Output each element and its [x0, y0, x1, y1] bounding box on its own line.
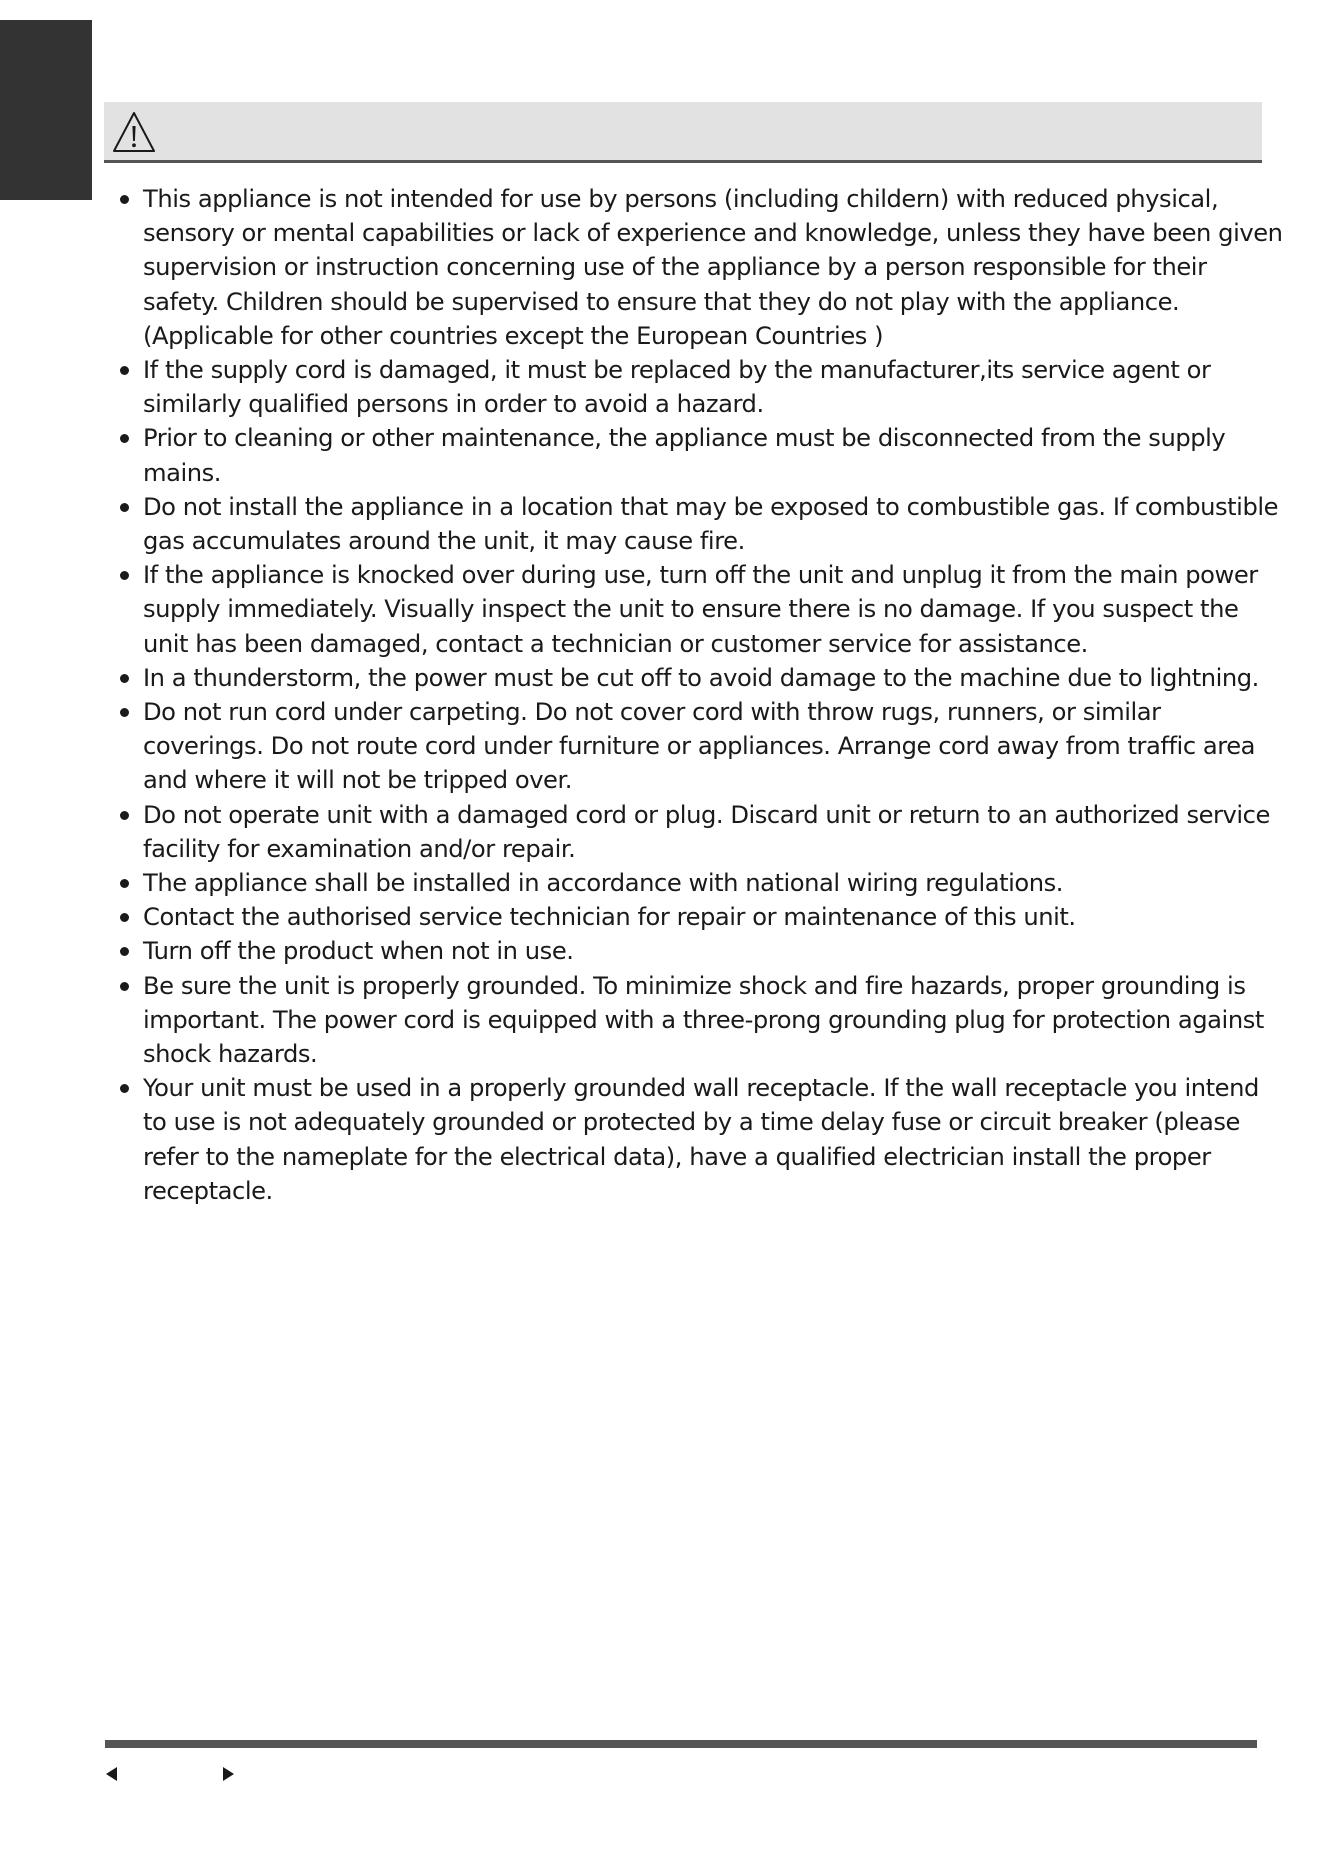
list-item	[118, 1071, 1288, 1208]
bullet-icon	[120, 708, 129, 717]
list-item-text: In a thunderstorm, the power must be cut off to avoid damage to the machine due to lightning.	[143, 663, 1259, 692]
bullet-icon	[120, 195, 129, 204]
bullet-icon	[120, 879, 129, 888]
list-item	[118, 798, 1288, 866]
list-item	[118, 353, 1288, 421]
list-item-text: Contact the authorised service technician for repair or maintenance of this unit.	[143, 903, 1076, 932]
warning-header-bar	[104, 102, 1262, 163]
bullet-icon	[120, 811, 129, 820]
prev-page-icon[interactable]	[101, 1762, 125, 1786]
list-item	[118, 866, 1288, 900]
bullet-icon	[120, 913, 129, 922]
list-item-text: Be sure the unit is properly grounded. To minimize shock and fire hazards, proper grounding is important. The power cord is equipped with a three-prong grounding plug for protection against shock hazards.	[143, 971, 1264, 1069]
list-item-text: This appliance is not intended for use by persons (including childern) with reduced physical, sensory or mental capabilities or lack of experience and knowledge, unless they have been given supervision or instruction concerning use of the appliance by a person responsible for their safety. Children should be supervised to ensure that they do not play with the appliance. (Applicable for other countries except the European Countries )	[143, 185, 1283, 350]
list-item-text: Do not run cord under carpeting. Do not cover cord with throw rugs, runners, or similar coverings. Do not route cord under furniture or appliances. Arrange cord away from traffic area and where it will not be tripped over.	[143, 698, 1256, 795]
safety-instructions-list	[118, 182, 1288, 1208]
list-item	[118, 661, 1288, 695]
list-item-text: Prior to cleaning or other maintenance, the appliance must be disconnected from the supply mains.	[143, 424, 1226, 487]
bullet-icon	[120, 434, 129, 443]
list-item-text: Turn off the product when not in use.	[143, 937, 574, 966]
list-item-text: The appliance shall be installed in accordance with national wiring regulations.	[143, 869, 1064, 898]
list-item	[118, 900, 1288, 934]
next-page-icon[interactable]	[216, 1762, 240, 1786]
list-item-text: Your unit must be used in a properly grounded wall receptacle. If the wall receptacle you intend to use is not adequately grounded or protected by a time delay fuse or circuit breaker (please refer to the nameplate for the electrical data), have a qualified electrician install the proper receptacle.	[143, 1074, 1259, 1205]
list-item	[118, 490, 1288, 558]
list-item-text: If the supply cord is damaged, it must be replaced by the manufacturer,its service agent or similarly qualified persons in order to avoid a hazard.	[143, 356, 1211, 419]
list-item	[118, 182, 1288, 353]
footer-rule	[105, 1740, 1257, 1748]
list-item-text: Do not install the appliance in a location that may be exposed to combustible gas. If combustible gas accumulates around the unit, it may cause fire.	[143, 492, 1279, 556]
list-item	[118, 934, 1288, 968]
bullet-icon	[120, 571, 129, 580]
bullet-icon	[120, 1084, 129, 1093]
bullet-icon	[120, 674, 129, 683]
bullet-icon	[120, 947, 129, 956]
section-side-tab	[0, 20, 92, 200]
bullet-icon	[120, 366, 129, 375]
list-item	[118, 695, 1288, 798]
list-item	[118, 558, 1288, 661]
bullet-icon	[120, 503, 129, 512]
list-item-text: Do not operate unit with a damaged cord or plug. Discard unit or return to an authorized service facility for examination and/or repair.	[143, 800, 1270, 863]
list-item	[118, 421, 1288, 489]
warning-triangle-icon	[111, 109, 157, 155]
bullet-icon	[120, 982, 129, 991]
list-item-text: If the appliance is knocked over during use, turn off the unit and unplug it from the main power supply immediately. Visually inspect the unit to ensure there is no damage. If you suspect the unit has been damaged, contact a technician or customer service for assistance.	[143, 561, 1258, 658]
list-item	[118, 969, 1288, 1072]
